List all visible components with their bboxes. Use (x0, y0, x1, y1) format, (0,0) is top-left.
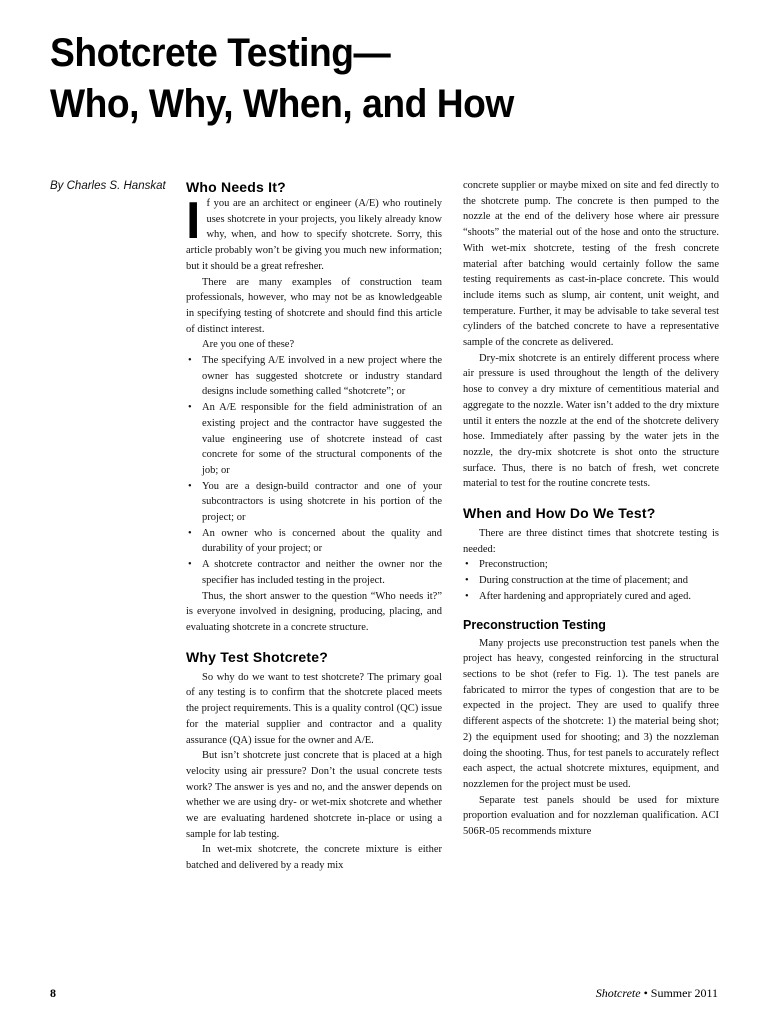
footer-separator: • (640, 986, 651, 1000)
bullet-item: • Preconstruction; (463, 557, 719, 573)
bullet-item: • A shotcrete contractor and neither the owner nor the specifier has included testing in the project. (186, 557, 442, 588)
testing-times-bullet-list (463, 557, 719, 604)
author-byline: By Charles S. Hanskat (50, 180, 166, 192)
bullet-item: • The specifying A/E involved in a new project where the owner has suggested shotcrete or industry standard designs include something called “shotcrete”; or (186, 353, 442, 400)
section-heading-preconstruction: Preconstruction Testing (463, 617, 606, 632)
body-paragraph: So why do we want to test shotcrete? The primary goal of any testing is to confirm that the shotcrete placed meets the project requirements. This is a quality control (QC) issue for the material supplier and contractor and a quality assurance (QA) issue for the owner and A/E. (186, 671, 442, 746)
bullet-item: • During construction at the time of placement; and (463, 573, 719, 589)
magazine-name: Shotcrete (595, 986, 641, 1000)
left-column (186, 178, 442, 973)
page-number: 8 (50, 986, 56, 1000)
article-title (50, 28, 514, 130)
title-line-1: Shotcrete Testing— (50, 31, 391, 75)
body-paragraph: Separate test panels should be used for mixture proportion evaluation and for nozzleman qualification. ACI 506R-05 recommends mixture (463, 794, 719, 838)
body-paragraph: There are many examples of construction team professionals, however, who may not be as knowledgeable in specifying testing of shotcrete and should find this article of distinct interest. (186, 276, 442, 335)
drop-cap: I (186, 192, 201, 250)
issue-date: Summer 2011 (650, 986, 718, 1000)
bullet-item: • An A/E responsible for the field administration of an existing project and the contractor have suggested the value engineering use of shotcrete instead of cast concrete for some of the structural components of the job; or (186, 400, 442, 479)
body-paragraph: But isn’t shotcrete just concrete that is placed at a high velocity using air pressure? Don’t the usual concrete tests work? The answer is yes and no, and the answer depends on whether we are using dry- or wet-mix shotcrete and whether we are evaluating hardened shotcrete in-place or using a sample for lab testing. (186, 750, 442, 840)
body-paragraph: In wet-mix shotcrete, the concrete mixture is either batched and delivered by a ready mix (186, 844, 442, 872)
audience-bullet-list (186, 353, 442, 589)
bullet-item: • After hardening and appropriately cured and aged. (463, 589, 719, 605)
intro-paragraph (186, 192, 442, 275)
right-column (463, 178, 719, 973)
body-paragraph: concrete supplier or maybe mixed on site and fed directly to the shotcrete pump. The concrete is then pumped to the nozzle at the end of the delivery hose where air pressure “shoots” the material out of the hose and onto the structure. With wet-mix shotcrete, testing of the fresh concrete material after batching would certainly follow the same testing requirements as cast-in-place concrete. This would include items such as slump, air content, unit weight, and temperature. Further, it may be advisable to take several test cylinders of the batched concrete to have a representative sample of the concrete as delivered. (463, 180, 719, 349)
body-paragraph: Dry-mix shotcrete is an entirely different process where air pressure is used throughout the length of the delivery hose to convey a dry mixture of cementitious material and aggregate to the nozzle. Water isn’t added to the dry mixture until it enters the nozzle at the end of the shotcrete delivery hose. Immediately after passing by the water jets in the nozzle, the dry-mix shotcrete is shot onto the structure surface. Thus, there is no batch of fresh, wet concrete material to test for the routine concrete tests. (463, 352, 719, 490)
body-paragraph: Many projects use preconstruction test panels when the project has heavy, congested reinforcing in the structural sections to be shot (refer to Fig. 1). The test panels are fabricated to mirror the types of congestion that are to be expected in the project. They are used to qualify three different aspects of the shotcrete: 1) the material being shot; 2) the equipment used for shooting; and 3) the nozzleman doing the shooting. Thus, for test panels to accurately reflect each aspect, the actual shotcrete mixtures, equipment, and nozzlemen for the project must be used. (463, 637, 719, 790)
bullet-item: • An owner who is concerned about the quality and durability of your project; or (186, 526, 442, 557)
body-paragraph: Are you one of these? (202, 339, 295, 351)
body-paragraph: There are three distinct times that shotcrete testing is needed: (463, 528, 719, 555)
publication-footer (596, 986, 718, 1001)
section-heading-why-test: Why Test Shotcrete? (186, 648, 329, 665)
title-line-2: Who, Why, When, and How (50, 82, 514, 126)
intro-paragraph-text: f you are an architect or engineer (A/E) who routinely uses shotcrete in your projects, you likely already know why, when, and how to specify shotcrete. Sorry, this article probably won’t be giving you much new information; but it should be a great refresher. (186, 198, 442, 272)
body-paragraph: Thus, the short answer to the question “Who needs it?” is everyone involved in designing, producing, placing, and evaluating shotcrete in a concrete structure. (186, 590, 442, 633)
section-heading-when-how: When and How Do We Test? (463, 505, 656, 522)
section-heading-who-needs-it: Who Needs It? (186, 179, 286, 195)
bullet-item: • You are a design-build contractor and one of your subcontractors is using shotcrete in his portion of the project; or (186, 479, 442, 526)
